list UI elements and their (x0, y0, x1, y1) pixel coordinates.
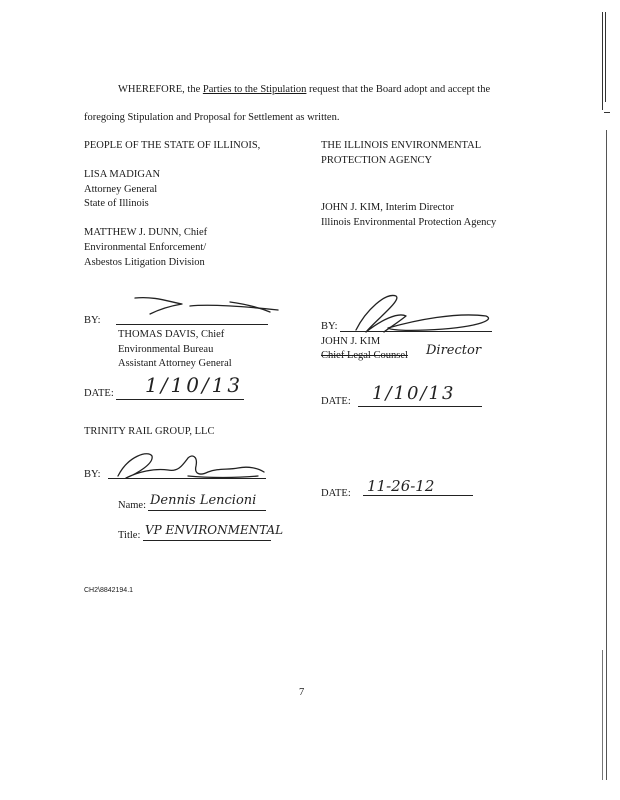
ag-org: State of Illinois (84, 198, 149, 209)
scan-edge-line (605, 12, 606, 102)
ag-title: Attorney General (84, 184, 158, 195)
trinity-name-value: Dennis Lencioni (150, 493, 257, 508)
left-signer-name: THOMAS DAVIS, Chief (118, 329, 225, 340)
left-signature-line (116, 324, 268, 325)
trinity-name-line (148, 510, 266, 511)
director-name: JOHN J. KIM, Interim Director (321, 202, 454, 213)
left-by-label: BY: (84, 315, 101, 326)
scan-edge-line (606, 130, 607, 780)
right-signer-title-handwritten: Director (426, 343, 482, 358)
left-signer-bureau: Environmental Bureau (118, 344, 214, 355)
signature-john-kim (336, 290, 506, 340)
chief-division-1: Environmental Enforcement/ (84, 242, 207, 253)
trinity-date-line (363, 495, 473, 496)
right-party-heading-1: THE ILLINOIS ENVIRONMENTAL (321, 140, 482, 151)
trinity-title-line (143, 540, 271, 541)
left-date-label: DATE: (84, 388, 114, 399)
signature-thomas-davis (130, 292, 280, 322)
trinity-date-value: 11-26-12 (367, 477, 435, 495)
trinity-title-value: VP ENVIRONMENTAL (145, 523, 284, 537)
director-org: Illinois Environmental Protection Agency (321, 217, 497, 228)
trinity-signature-line (108, 478, 266, 479)
trinity-date-label: DATE: (321, 488, 351, 499)
left-signer-title: Assistant Attorney General (118, 358, 232, 369)
chief-division-2: Asbestos Litigation Division (84, 257, 205, 268)
right-date-label: DATE: (321, 396, 351, 407)
intro-line-2: foregoing Stipulation and Proposal for Settlement as written. (84, 112, 340, 123)
chief-name: MATTHEW J. DUNN, Chief (84, 227, 208, 238)
left-date-value: 1/10/13 (145, 373, 244, 397)
trinity-name-label: Name: (118, 500, 146, 511)
intro-text-before: WHEREFORE, the (118, 84, 203, 95)
parties-link: Parties to the Stipulation (202, 84, 307, 95)
trinity-title-label: Title: (118, 530, 141, 541)
right-signer-title-struck: Chief Legal Counsel (321, 350, 408, 361)
left-date-line (116, 399, 244, 400)
right-by-label: BY: (321, 321, 338, 332)
scan-edge-line (602, 650, 603, 780)
document-id: CH2\8842194.1 (84, 587, 134, 594)
page-number: 7 (299, 687, 305, 698)
trinity-by-label: BY: (84, 469, 101, 480)
intro-line-1 (118, 82, 490, 97)
right-signature-line (340, 331, 492, 332)
signature-dennis-lencioni (108, 446, 268, 486)
right-party-heading-2: PROTECTION AGENCY (321, 155, 433, 166)
trinity-party-heading: TRINITY RAIL GROUP, LLC (84, 426, 215, 437)
scan-edge-line (602, 12, 603, 110)
ag-name: LISA MADIGAN (84, 169, 161, 180)
right-signer-name: JOHN J. KIM (321, 336, 381, 347)
right-date-value: 1/10/13 (372, 383, 456, 404)
scan-edge-tick (604, 112, 610, 113)
right-date-line (358, 406, 482, 407)
left-party-heading: PEOPLE OF THE STATE OF ILLINOIS, (84, 140, 261, 151)
intro-text-after: request that the Board adopt and accept the (306, 84, 491, 95)
